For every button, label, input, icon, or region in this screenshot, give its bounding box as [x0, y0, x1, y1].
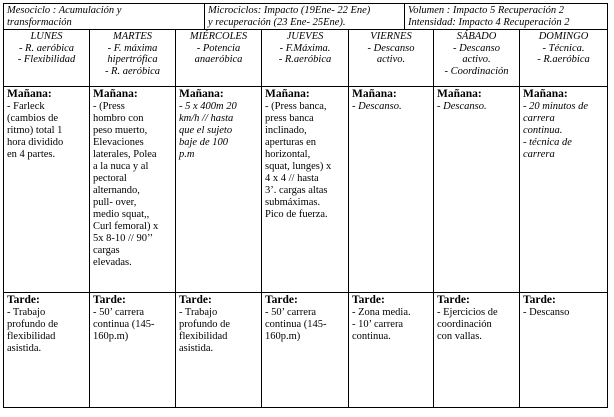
day-name: VIERNES: [370, 31, 412, 42]
day-name: LUNES: [30, 31, 63, 42]
morning-label: Mañana:: [523, 88, 568, 100]
training-plan-table-frame: [3, 3, 608, 408]
day-cell-martes: [90, 30, 176, 87]
day-focus: - Descanso activo.: [367, 42, 415, 65]
morning-cell-miercoles: [176, 87, 262, 293]
evening-cell-miercoles: [176, 293, 262, 408]
morning-text: - (Press banca, press banca inclinado, aperturas en horizontal, squat, lunges) x 4 x 4 // hasta 3’. cargas altas submáximas. Pico de fuerza.: [265, 101, 332, 220]
morning-cell-viernes: [349, 87, 434, 293]
morning-text: - (Press hombro con peso muerto, Elevaciones laterales, Polea a la nuca y al pectoral alternando, pull- over, medio squat,, Curl femoral) x 5x 8-10 // 90’’ cargas elevadas.: [93, 101, 159, 268]
day-name: JUEVES: [286, 31, 324, 42]
morning-cell-lunes: [4, 87, 90, 293]
evening-label: Tarde:: [7, 294, 40, 306]
day-cell-jueves: [262, 30, 349, 87]
evening-cell-viernes: [349, 293, 434, 408]
morning-label: Mañana:: [437, 88, 482, 100]
day-focus: - Técnica. - R.aeróbica: [537, 42, 590, 65]
header-table: [3, 3, 608, 30]
morning-cell-sabado: [434, 87, 520, 293]
evening-text: - Descanso: [523, 307, 570, 318]
day-focus: - R. aeróbica - Flexibilidad: [17, 42, 76, 65]
day-name: MIÉRCOLES: [189, 31, 248, 42]
evening-cell-domingo: [520, 293, 608, 408]
morning-text: - 20 minutos de carrera continua. - técnica de carrera: [523, 101, 589, 160]
day-cell-sabado: [434, 30, 520, 87]
morning-row: [4, 87, 608, 293]
morning-cell-jueves: [262, 87, 349, 293]
evening-cell-sabado: [434, 293, 520, 408]
days-row: [4, 30, 608, 87]
morning-label: Mañana:: [7, 88, 52, 100]
day-cell-lunes: [4, 30, 90, 87]
volumen-cell: Volumen : Impacto 5 Recuperación 2 Intensidad: Impacto 4 Recuperación 2: [405, 4, 608, 30]
morning-text: - 5 x 400m 20 km/h // hasta que el sujeto baje de 100 p.m: [179, 101, 237, 160]
day-focus: - Potencia anaeróbica: [194, 42, 243, 65]
morning-label: Mañana:: [93, 88, 138, 100]
day-cell-domingo: [520, 30, 608, 87]
morning-cell-martes: [90, 87, 176, 293]
day-cell-miercoles: [176, 30, 262, 87]
microciclos-cell: Microciclos: Impacto (19Ene- 22 Ene) y recuperación (23 Ene- 25Ene).: [205, 4, 405, 30]
evening-label: Tarde:: [523, 294, 556, 306]
morning-cell-domingo: [520, 87, 608, 293]
evening-cell-lunes: [4, 293, 90, 408]
day-focus: - F.Máxima. - R.aeróbica: [278, 42, 332, 65]
evening-label: Tarde:: [437, 294, 470, 306]
day-focus: - Descanso activo. - Coordinación: [444, 42, 509, 77]
morning-text: - Descanso.: [352, 101, 402, 112]
evening-text: - Ejercicios de coordinación con vallas.: [437, 307, 498, 342]
morning-text: - Farleck (cambios de ritmo) total 1 hora dividido en 4 partes.: [7, 101, 64, 160]
evening-row: [4, 293, 608, 408]
evening-text: - 50’ carrera continua (145- 160p.m): [265, 307, 327, 342]
morning-label: Mañana:: [179, 88, 224, 100]
mesociclo-cell: Mesociclo : Acumulación y transformación: [4, 4, 205, 30]
morning-text: - Descanso.: [437, 101, 487, 112]
morning-label: Mañana:: [265, 88, 310, 100]
day-name: MARTES: [112, 31, 153, 42]
evening-text: - Trabajo profundo de flexibilidad asistida.: [179, 307, 231, 354]
evening-text: - Zona media. - 10’ carrera continua.: [352, 307, 411, 342]
day-name: DOMINGO: [538, 31, 589, 42]
evening-cell-martes: [90, 293, 176, 408]
day-name: SÁBADO: [456, 31, 497, 42]
evening-text: - 50’ carrera continua (145- 160p.m): [93, 307, 155, 342]
weekly-schedule-table: [3, 29, 608, 408]
evening-label: Tarde:: [265, 294, 298, 306]
evening-text: - Trabajo profundo de flexibilidad asistida.: [7, 307, 59, 354]
day-focus: - F. máxima hipertrófica - R. aeróbica: [104, 42, 161, 77]
day-cell-viernes: [349, 30, 434, 87]
evening-label: Tarde:: [179, 294, 212, 306]
evening-label: Tarde:: [352, 294, 385, 306]
morning-label: Mañana:: [352, 88, 397, 100]
evening-label: Tarde:: [93, 294, 126, 306]
evening-cell-jueves: [262, 293, 349, 408]
